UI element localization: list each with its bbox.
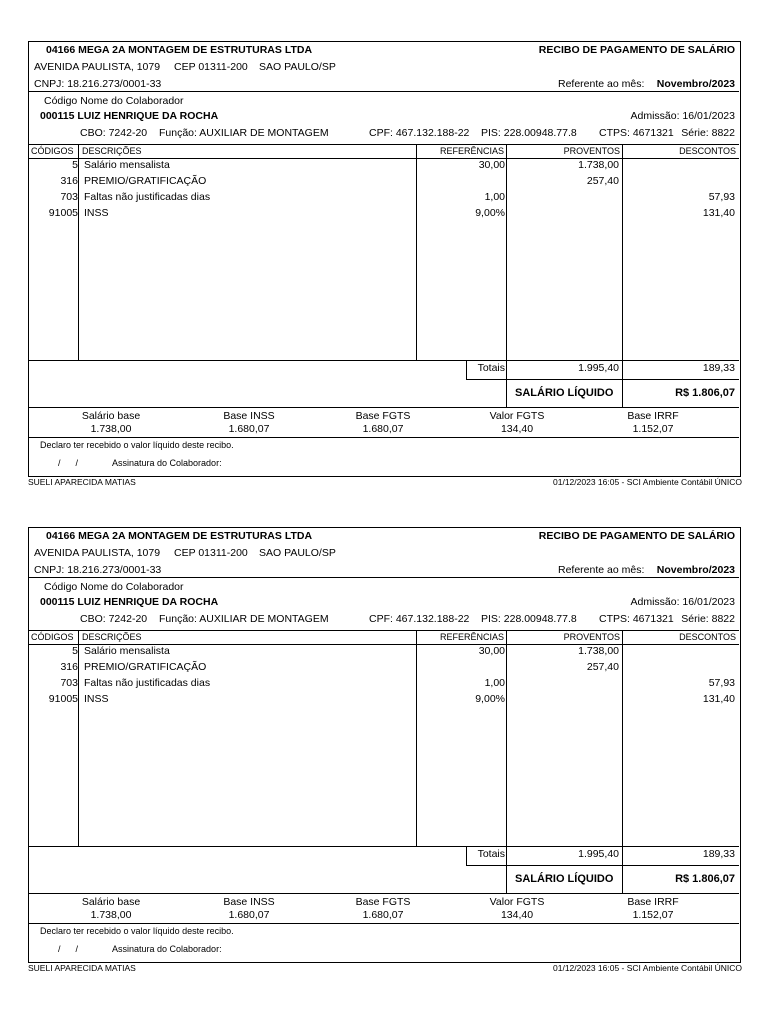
base-label: Base FGTS xyxy=(355,410,411,422)
base-label: Base IRRF xyxy=(627,410,679,422)
item-code: 91005 xyxy=(48,693,78,705)
employee-serie: Série: 8822 xyxy=(681,127,735,139)
item-reference: 1,00 xyxy=(484,677,505,689)
base-value: 134,40 xyxy=(500,423,534,435)
divider xyxy=(28,846,739,847)
total-earnings: 1.995,40 xyxy=(578,848,619,860)
divider xyxy=(28,360,739,361)
item-reference: 9,00% xyxy=(475,207,505,219)
item-earning: 1.738,00 xyxy=(578,645,619,657)
item-earning: 257,40 xyxy=(586,661,619,673)
company-name: 04166 MEGA 2A MONTAGEM DE ESTRUTURAS LTDA xyxy=(46,530,313,542)
footer-system: 01/12/2023 16:05 - SCI Ambiente Contábil ÚNICO xyxy=(553,963,742,973)
document-title: RECIBO DE PAGAMENTO DE SALÁRIO xyxy=(538,530,735,542)
total-discounts: 189,33 xyxy=(702,848,735,860)
divider xyxy=(28,630,739,631)
totals-label: Totais xyxy=(477,848,505,860)
column-divider xyxy=(622,144,623,407)
column-header-descontos: DESCONTOS xyxy=(679,146,736,156)
totals-label: Totais xyxy=(477,362,505,374)
divider xyxy=(506,379,739,380)
divider xyxy=(28,91,739,92)
net-salary-value: R$ 1.806,07 xyxy=(675,387,735,399)
divider xyxy=(28,144,739,145)
column-divider xyxy=(416,144,417,360)
base-label: Valor FGTS xyxy=(489,410,545,422)
footer-operator: SUELI APARECIDA MATIAS xyxy=(28,963,136,973)
item-description: Salário mensalista xyxy=(84,645,170,657)
base-value: 1.152,07 xyxy=(632,909,674,921)
employee-function: Função: AUXILIAR DE MONTAGEM xyxy=(159,127,329,139)
admission-date: Admissão: 16/01/2023 xyxy=(630,596,735,608)
base-value: 1.738,00 xyxy=(90,423,132,435)
item-discount: 131,40 xyxy=(702,207,735,219)
item-description: Salário mensalista xyxy=(84,159,170,171)
reference-label: Referente ao mês: xyxy=(558,78,645,90)
employee-header-label: Código Nome do Colaborador xyxy=(44,95,184,107)
item-code: 703 xyxy=(60,677,78,689)
item-reference: 9,00% xyxy=(475,693,505,705)
base-label: Base INSS xyxy=(223,410,275,422)
admission-date: Admissão: 16/01/2023 xyxy=(630,110,735,122)
reference-label: Referente ao mês: xyxy=(558,564,645,576)
item-description: PREMIO/GRATIFICAÇÃO xyxy=(84,661,207,673)
employee-function: Função: AUXILIAR DE MONTAGEM xyxy=(159,613,329,625)
base-value: 1.738,00 xyxy=(90,909,132,921)
divider xyxy=(28,407,739,408)
company-cnpj: CNPJ: 18.216.273/0001-33 xyxy=(34,564,162,576)
document-title: RECIBO DE PAGAMENTO DE SALÁRIO xyxy=(538,44,735,56)
signature-label: Assinatura do Colaborador: xyxy=(112,458,222,468)
employee-ctps: CTPS: 4671321 xyxy=(599,613,674,625)
item-discount: 131,40 xyxy=(702,693,735,705)
company-cnpj: CNPJ: 18.216.273/0001-33 xyxy=(34,78,162,90)
column-header-referencias: REFERÊNCIAS xyxy=(439,632,504,642)
column-divider xyxy=(78,144,79,360)
base-label: Base IRRF xyxy=(627,896,679,908)
company-city: SAO PAULO/SP xyxy=(259,61,336,73)
base-label: Salário base xyxy=(81,896,141,908)
company-cep: CEP 01311-200 xyxy=(174,547,248,559)
base-label: Salário base xyxy=(81,410,141,422)
item-code: 316 xyxy=(60,175,78,187)
employee-cpf: CPF: 467.132.188-22 xyxy=(369,127,470,139)
item-description: INSS xyxy=(84,693,109,705)
column-divider xyxy=(78,630,79,846)
item-discount: 57,93 xyxy=(708,677,735,689)
divider xyxy=(28,923,739,924)
item-code: 5 xyxy=(72,645,78,657)
company-name: 04166 MEGA 2A MONTAGEM DE ESTRUTURAS LTDA xyxy=(46,44,313,56)
total-earnings: 1.995,40 xyxy=(578,362,619,374)
company-city: SAO PAULO/SP xyxy=(259,547,336,559)
company-address: AVENIDA PAULISTA, 1079 xyxy=(34,61,161,73)
item-reference: 30,00 xyxy=(478,159,505,171)
declaration-text: Declaro ter recebido o valor líquido deste recibo. xyxy=(40,926,234,936)
column-header-referencias: REFERÊNCIAS xyxy=(439,146,504,156)
base-value: 1.680,07 xyxy=(228,909,270,921)
employee-header-label: Código Nome do Colaborador xyxy=(44,581,184,593)
item-earning: 1.738,00 xyxy=(578,159,619,171)
base-label: Base INSS xyxy=(223,896,275,908)
item-code: 316 xyxy=(60,661,78,673)
base-value: 1.680,07 xyxy=(362,423,404,435)
item-code: 5 xyxy=(72,159,78,171)
employee-cpf: CPF: 467.132.188-22 xyxy=(369,613,470,625)
net-salary-label: SALÁRIO LÍQUIDO xyxy=(515,387,614,399)
declaration-text: Declaro ter recebido o valor líquido deste recibo. xyxy=(40,440,234,450)
employee-name: 000115 LUIZ HENRIQUE DA ROCHA xyxy=(40,110,219,122)
employee-pis: PIS: 228.00948.77.8 xyxy=(481,127,577,139)
employee-name: 000115 LUIZ HENRIQUE DA ROCHA xyxy=(40,596,219,608)
net-salary-value: R$ 1.806,07 xyxy=(675,873,735,885)
column-header-codigos: CÓDIGOS xyxy=(31,632,74,642)
divider xyxy=(28,577,739,578)
base-value: 1.680,07 xyxy=(362,909,404,921)
employee-cbo: CBO: 7242-20 xyxy=(80,127,148,139)
item-code: 91005 xyxy=(48,207,78,219)
base-label: Valor FGTS xyxy=(489,896,545,908)
signature-date: / / xyxy=(58,944,79,954)
employee-serie: Série: 8822 xyxy=(681,613,735,625)
item-description: Faltas não justificadas dias xyxy=(84,677,211,689)
signature-label: Assinatura do Colaborador: xyxy=(112,944,222,954)
column-header-proventos: PROVENTOS xyxy=(563,146,620,156)
divider xyxy=(28,893,739,894)
item-earning: 257,40 xyxy=(586,175,619,187)
base-value: 1.680,07 xyxy=(228,423,270,435)
employee-pis: PIS: 228.00948.77.8 xyxy=(481,613,577,625)
column-header-descontos: DESCONTOS xyxy=(679,632,736,642)
footer-operator: SUELI APARECIDA MATIAS xyxy=(28,477,136,487)
item-reference: 30,00 xyxy=(478,645,505,657)
item-description: PREMIO/GRATIFICAÇÃO xyxy=(84,175,207,187)
reference-month: Novembro/2023 xyxy=(656,78,735,90)
column-header-descricoes: DESCRIÇÕES xyxy=(82,146,142,156)
divider xyxy=(506,865,739,866)
divider xyxy=(28,437,739,438)
employee-cbo: CBO: 7242-20 xyxy=(80,613,148,625)
column-divider xyxy=(622,630,623,893)
column-header-proventos: PROVENTOS xyxy=(563,632,620,642)
item-code: 703 xyxy=(60,191,78,203)
employee-ctps: CTPS: 4671321 xyxy=(599,127,674,139)
base-value: 1.152,07 xyxy=(632,423,674,435)
item-description: Faltas não justificadas dias xyxy=(84,191,211,203)
total-discounts: 189,33 xyxy=(702,362,735,374)
net-salary-label: SALÁRIO LÍQUIDO xyxy=(515,873,614,885)
base-value: 134,40 xyxy=(500,909,534,921)
signature-date: / / xyxy=(58,458,79,468)
column-header-descricoes: DESCRIÇÕES xyxy=(82,632,142,642)
column-divider xyxy=(416,630,417,846)
company-address: AVENIDA PAULISTA, 1079 xyxy=(34,547,161,559)
column-header-codigos: CÓDIGOS xyxy=(31,146,74,156)
footer-system: 01/12/2023 16:05 - SCI Ambiente Contábil ÚNICO xyxy=(553,477,742,487)
item-discount: 57,93 xyxy=(708,191,735,203)
company-cep: CEP 01311-200 xyxy=(174,61,248,73)
reference-month: Novembro/2023 xyxy=(656,564,735,576)
item-reference: 1,00 xyxy=(484,191,505,203)
base-label: Base FGTS xyxy=(355,896,411,908)
item-description: INSS xyxy=(84,207,109,219)
